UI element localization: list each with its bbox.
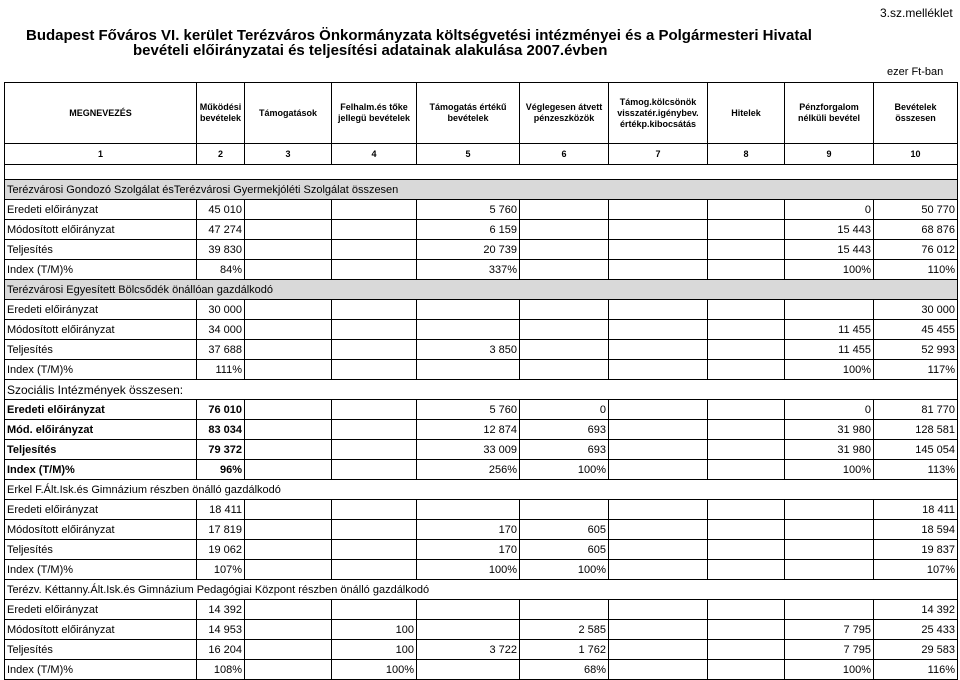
cell-value: 256% xyxy=(417,460,520,480)
cell-value xyxy=(332,520,417,540)
table-row xyxy=(5,420,958,440)
cell-value xyxy=(245,340,332,360)
cell-value xyxy=(708,400,785,420)
cell-value xyxy=(708,220,785,240)
cell-value: 14 392 xyxy=(874,600,958,620)
cell-value xyxy=(332,340,417,360)
col-number: 3 xyxy=(245,144,332,165)
spacer-row xyxy=(5,165,958,180)
cell-value: 47 274 xyxy=(197,220,245,240)
table-row xyxy=(5,240,958,260)
cell-value xyxy=(245,420,332,440)
cell-value xyxy=(520,340,609,360)
cell-value: 76 012 xyxy=(874,240,958,260)
cell-value xyxy=(708,300,785,320)
col-header-mukodesi: Működési bevételek xyxy=(197,83,245,144)
table-row xyxy=(5,400,958,420)
cell-value: 1 762 xyxy=(520,640,609,660)
table-row xyxy=(5,460,958,480)
cell-value: 96% xyxy=(197,460,245,480)
row-label: Index (T/M)% xyxy=(5,460,197,480)
row-label: Eredeti előirányzat xyxy=(5,500,197,520)
col-header-penzforgalom: Pénzforgalom nélküli bevétel xyxy=(785,83,874,144)
row-label: Teljesítés xyxy=(5,240,197,260)
row-label: Index (T/M)% xyxy=(5,360,197,380)
table-row xyxy=(5,220,958,240)
cell-value xyxy=(245,620,332,640)
cell-value xyxy=(417,600,520,620)
cell-value: 68% xyxy=(520,660,609,680)
cell-value: 110% xyxy=(874,260,958,280)
cell-value xyxy=(609,560,708,580)
cell-value xyxy=(708,620,785,640)
cell-value: 31 980 xyxy=(785,420,874,440)
cell-value xyxy=(245,440,332,460)
cell-value xyxy=(520,360,609,380)
cell-value xyxy=(609,240,708,260)
cell-value: 0 xyxy=(785,400,874,420)
cell-value: 107% xyxy=(197,560,245,580)
cell-value xyxy=(785,600,874,620)
cell-value xyxy=(609,500,708,520)
cell-value xyxy=(520,600,609,620)
cell-value xyxy=(785,540,874,560)
cell-value: 3 850 xyxy=(417,340,520,360)
cell-value: 100% xyxy=(785,460,874,480)
section-title-row xyxy=(5,380,958,400)
table-row xyxy=(5,600,958,620)
row-label: Módosított előirányzat xyxy=(5,220,197,240)
cell-value xyxy=(609,620,708,640)
cell-value xyxy=(708,640,785,660)
table-row xyxy=(5,340,958,360)
cell-value xyxy=(520,220,609,240)
table-row xyxy=(5,620,958,640)
cell-value xyxy=(332,220,417,240)
cell-value: 33 009 xyxy=(417,440,520,460)
cell-value xyxy=(609,360,708,380)
cell-value xyxy=(417,660,520,680)
row-label: Eredeti előirányzat xyxy=(5,200,197,220)
cell-value: 18 411 xyxy=(874,500,958,520)
section-title-row xyxy=(5,580,958,600)
col-header-tamogatas-erteku: Támogatás értékű bevételek xyxy=(417,83,520,144)
cell-value xyxy=(245,500,332,520)
cell-value xyxy=(520,500,609,520)
cell-value xyxy=(245,300,332,320)
cell-value: 79 372 xyxy=(197,440,245,460)
cell-value: 100% xyxy=(520,460,609,480)
table-row xyxy=(5,440,958,460)
table-row xyxy=(5,260,958,280)
table-row xyxy=(5,320,958,340)
col-header-felhalm: Felhalm.és tőke jellegü bevételek xyxy=(332,83,417,144)
cell-value xyxy=(785,520,874,540)
table-row xyxy=(5,300,958,320)
cell-value xyxy=(332,420,417,440)
col-number: 2 xyxy=(197,144,245,165)
cell-value xyxy=(520,300,609,320)
cell-value: 2 585 xyxy=(520,620,609,640)
cell-value: 693 xyxy=(520,420,609,440)
cell-value xyxy=(332,560,417,580)
cell-value: 11 455 xyxy=(785,340,874,360)
cell-value xyxy=(245,520,332,540)
cell-value: 17 819 xyxy=(197,520,245,540)
col-number: 6 xyxy=(520,144,609,165)
row-label: Teljesítés xyxy=(5,540,197,560)
cell-value xyxy=(332,400,417,420)
cell-value xyxy=(609,460,708,480)
column-number-row xyxy=(5,144,958,165)
col-header-tamogatasok: Támogatások xyxy=(245,83,332,144)
cell-value xyxy=(332,440,417,460)
cell-value: 113% xyxy=(874,460,958,480)
col-header-osszesen: Bevételek összesen xyxy=(874,83,958,144)
section-title-row xyxy=(5,480,958,500)
cell-value: 81 770 xyxy=(874,400,958,420)
table-row xyxy=(5,360,958,380)
cell-value: 337% xyxy=(417,260,520,280)
cell-value: 30 000 xyxy=(874,300,958,320)
col-number: 8 xyxy=(708,144,785,165)
col-number: 7 xyxy=(609,144,708,165)
row-label: Index (T/M)% xyxy=(5,260,197,280)
col-header-hitelek: Hitelek xyxy=(708,83,785,144)
cell-value: 605 xyxy=(520,520,609,540)
cell-value xyxy=(708,500,785,520)
cell-value: 14 392 xyxy=(197,600,245,620)
col-header-veglegesen: Véglegesen átvett pénzeszközök xyxy=(520,83,609,144)
table-row xyxy=(5,200,958,220)
cell-value xyxy=(520,260,609,280)
cell-value xyxy=(245,360,332,380)
cell-value: 100% xyxy=(785,260,874,280)
report-title-line2: bevételi előirányzatai és teljesítési adatainak alakulása 2007.évben xyxy=(133,42,608,59)
cell-value xyxy=(520,320,609,340)
cell-value: 16 204 xyxy=(197,640,245,660)
col-number: 5 xyxy=(417,144,520,165)
cell-value xyxy=(708,560,785,580)
report-title-line1: Budapest Főváros VI. kerület Terézváros Önkormányzata költségvetési intézményei és a Polgármesteri Hivatal xyxy=(26,27,812,44)
cell-value xyxy=(708,320,785,340)
cell-value xyxy=(609,440,708,460)
cell-value xyxy=(609,400,708,420)
cell-value xyxy=(708,200,785,220)
cell-value xyxy=(245,240,332,260)
table-row xyxy=(5,500,958,520)
cell-value xyxy=(609,600,708,620)
cell-value: 68 876 xyxy=(874,220,958,240)
cell-value xyxy=(332,200,417,220)
cell-value xyxy=(245,540,332,560)
cell-value: 3 722 xyxy=(417,640,520,660)
row-label: Teljesítés xyxy=(5,440,197,460)
row-label: Módosított előirányzat xyxy=(5,620,197,640)
cell-value xyxy=(785,500,874,520)
cell-value: 170 xyxy=(417,520,520,540)
cell-value xyxy=(708,600,785,620)
cell-value: 15 443 xyxy=(785,240,874,260)
cell-value: 12 874 xyxy=(417,420,520,440)
cell-value xyxy=(245,640,332,660)
cell-value xyxy=(417,500,520,520)
cell-value xyxy=(708,340,785,360)
row-label: Módosított előirányzat xyxy=(5,320,197,340)
row-label: Mód. előirányzat xyxy=(5,420,197,440)
section-title: Terézv. Kéttanny.Ált.Isk.és Gimnázium Pedagógiai Központ részben önálló gazdálkodó xyxy=(5,580,958,600)
appendix-label: 3.sz.melléklet xyxy=(880,6,953,20)
cell-value xyxy=(245,400,332,420)
cell-value: 20 739 xyxy=(417,240,520,260)
cell-value xyxy=(708,420,785,440)
cell-value: 50 770 xyxy=(874,200,958,220)
section-title: Terézvárosi Gondozó Szolgálat ésTerézvárosi Gyermekjóléti Szolgálat összesen xyxy=(5,180,958,200)
cell-value xyxy=(245,460,332,480)
cell-value: 170 xyxy=(417,540,520,560)
cell-value: 100% xyxy=(417,560,520,580)
cell-value: 108% xyxy=(197,660,245,680)
cell-value xyxy=(332,360,417,380)
cell-value: 117% xyxy=(874,360,958,380)
cell-value: 5 760 xyxy=(417,200,520,220)
cell-value: 111% xyxy=(197,360,245,380)
section-title: Szociális Intézmények összesen: xyxy=(5,380,958,400)
cell-value: 0 xyxy=(520,400,609,420)
cell-value: 100% xyxy=(332,660,417,680)
cell-value xyxy=(332,540,417,560)
cell-value: 25 433 xyxy=(874,620,958,640)
cell-value xyxy=(245,660,332,680)
cell-value xyxy=(520,240,609,260)
cell-value: 107% xyxy=(874,560,958,580)
cell-value xyxy=(708,660,785,680)
cell-value xyxy=(708,360,785,380)
cell-value: 18 594 xyxy=(874,520,958,540)
cell-value: 100 xyxy=(332,620,417,640)
cell-value xyxy=(609,200,708,220)
col-number: 10 xyxy=(874,144,958,165)
cell-value xyxy=(417,300,520,320)
cell-value: 29 583 xyxy=(874,640,958,660)
row-label: Módosított előirányzat xyxy=(5,520,197,540)
cell-value: 15 443 xyxy=(785,220,874,240)
cell-value: 39 830 xyxy=(197,240,245,260)
cell-value: 19 062 xyxy=(197,540,245,560)
row-label: Index (T/M)% xyxy=(5,660,197,680)
cell-value xyxy=(609,520,708,540)
cell-value xyxy=(609,260,708,280)
table-row xyxy=(5,540,958,560)
section-title: Terézvárosi Egyesített Bölcsődék önállóan gazdálkodó xyxy=(5,280,958,300)
cell-value xyxy=(332,260,417,280)
cell-value: 100% xyxy=(785,660,874,680)
revenue-table xyxy=(4,82,958,680)
cell-value xyxy=(708,540,785,560)
table-row xyxy=(5,640,958,660)
section-title-row xyxy=(5,280,958,300)
cell-value xyxy=(708,440,785,460)
cell-value: 100 xyxy=(332,640,417,660)
cell-value xyxy=(609,420,708,440)
unit-label: ezer Ft-ban xyxy=(887,66,944,78)
row-label: Teljesítés xyxy=(5,640,197,660)
cell-value: 18 411 xyxy=(197,500,245,520)
row-label: Eredeti előirányzat xyxy=(5,300,197,320)
cell-value xyxy=(245,320,332,340)
cell-value xyxy=(609,640,708,660)
cell-value: 19 837 xyxy=(874,540,958,560)
cell-value xyxy=(609,660,708,680)
table-row xyxy=(5,560,958,580)
cell-value xyxy=(332,320,417,340)
cell-value xyxy=(609,320,708,340)
section-title: Erkel F.Ált.Isk.és Gimnázium részben önálló gazdálkodó xyxy=(5,480,958,500)
cell-value xyxy=(785,560,874,580)
cell-value xyxy=(332,600,417,620)
cell-value: 45 455 xyxy=(874,320,958,340)
col-number: 1 xyxy=(5,144,197,165)
cell-value: 7 795 xyxy=(785,620,874,640)
cell-value xyxy=(332,300,417,320)
row-label: Index (T/M)% xyxy=(5,560,197,580)
cell-value xyxy=(708,460,785,480)
cell-value: 76 010 xyxy=(197,400,245,420)
cell-value: 52 993 xyxy=(874,340,958,360)
cell-value xyxy=(245,560,332,580)
cell-value xyxy=(332,460,417,480)
header-row xyxy=(5,83,958,144)
cell-value: 693 xyxy=(520,440,609,460)
row-label: Eredeti előirányzat xyxy=(5,400,197,420)
cell-value: 45 010 xyxy=(197,200,245,220)
cell-value: 145 054 xyxy=(874,440,958,460)
cell-value xyxy=(332,500,417,520)
cell-value xyxy=(520,200,609,220)
table-row xyxy=(5,660,958,680)
cell-value xyxy=(245,600,332,620)
cell-value: 5 760 xyxy=(417,400,520,420)
cell-value xyxy=(609,300,708,320)
col-header-tamog-kolcsonok: Támog.kölcsönök visszatér.igénybev. értékp.kibocsátás xyxy=(609,83,708,144)
cell-value: 14 953 xyxy=(197,620,245,640)
cell-value: 6 159 xyxy=(417,220,520,240)
cell-value xyxy=(245,220,332,240)
cell-value xyxy=(245,200,332,220)
cell-value xyxy=(609,340,708,360)
cell-value xyxy=(417,320,520,340)
cell-value: 84% xyxy=(197,260,245,280)
cell-value xyxy=(332,240,417,260)
cell-value xyxy=(417,360,520,380)
cell-value: 605 xyxy=(520,540,609,560)
cell-value: 128 581 xyxy=(874,420,958,440)
cell-value xyxy=(708,260,785,280)
cell-value: 0 xyxy=(785,200,874,220)
cell-value: 30 000 xyxy=(197,300,245,320)
cell-value xyxy=(708,240,785,260)
cell-value xyxy=(609,220,708,240)
cell-value: 83 034 xyxy=(197,420,245,440)
cell-value: 100% xyxy=(520,560,609,580)
cell-value xyxy=(609,540,708,560)
cell-value xyxy=(785,300,874,320)
cell-value: 34 000 xyxy=(197,320,245,340)
cell-value: 31 980 xyxy=(785,440,874,460)
table-row xyxy=(5,520,958,540)
cell-value: 100% xyxy=(785,360,874,380)
cell-value: 37 688 xyxy=(197,340,245,360)
col-number: 9 xyxy=(785,144,874,165)
cell-value: 116% xyxy=(874,660,958,680)
row-label: Eredeti előirányzat xyxy=(5,600,197,620)
cell-value xyxy=(417,620,520,640)
cell-value xyxy=(708,520,785,540)
section-title-row xyxy=(5,180,958,200)
cell-value: 7 795 xyxy=(785,640,874,660)
cell-value xyxy=(245,260,332,280)
cell-value: 11 455 xyxy=(785,320,874,340)
col-header-megnevezes: MEGNEVEZÉS xyxy=(5,83,197,144)
row-label: Teljesítés xyxy=(5,340,197,360)
col-number: 4 xyxy=(332,144,417,165)
